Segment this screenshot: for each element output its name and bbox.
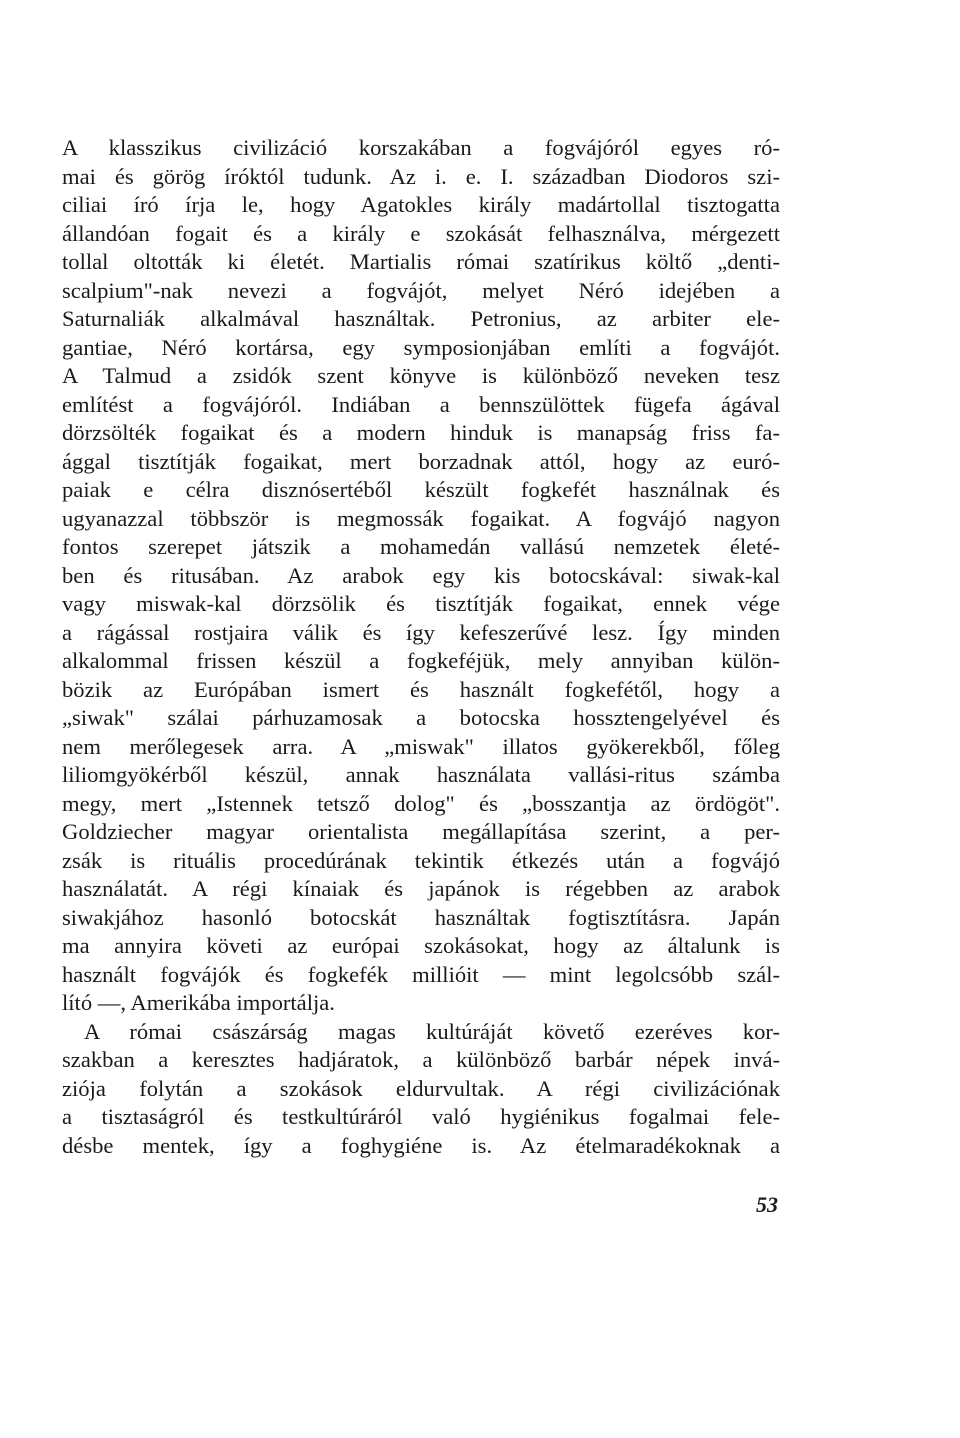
- text-line: Saturnaliák alkalmával használtak. Petronius, az arbiter ele-: [62, 306, 780, 331]
- text-line: A római császárság magas kultúráját követő ezeréves kor-: [84, 1018, 780, 1044]
- text-line: scalpium"-nak nevezi a fogvájót, melyet Néró idejében a: [62, 277, 780, 303]
- text-line: zsák is rituális procedúrának tekintik étkezés után a fogvájó: [62, 847, 780, 873]
- text-line: megy, mert „Istennek tetsző dolog" és „bosszantja az ördögöt".: [62, 790, 780, 816]
- text-line: désbe mentek, így a foghygiéne is. Az ételmaradékoknak a: [62, 1132, 780, 1158]
- text-line: gantiae, Néró kortársa, egy symposionjában említi a fogvájót.: [62, 334, 780, 360]
- text-line: liliomgyökérből készül, annak használata vallási-ritus számba: [62, 762, 780, 787]
- text-line: ben és ritusában. Az arabok egy kis botocskával: siwak-kal: [62, 562, 780, 588]
- text-line: használt fogvájók és fogkefék millióit — mint legolcsóbb szál-: [62, 961, 780, 987]
- text-line: állandóan fogait és a király e szokását felhasználva, mérgezett: [62, 220, 780, 246]
- text-line: említést a fogvájóról. Indiában a bennszülöttek fügefa ágával: [62, 391, 780, 417]
- text-line: siwakjához hasonló botocskát használtak fogtisztításra. Japán: [62, 904, 780, 930]
- text-line: A klasszikus civilizáció korszakában a fogvájóról egyes ró-: [62, 135, 780, 160]
- text-line: használatát. A régi kínaiak és japánok is régebben az arabok: [62, 876, 780, 901]
- text-line: vagy miswak-kal dörzsölik és tisztítják fogaikat, ennek vége: [62, 591, 780, 616]
- text-line: ággal tisztítják fogaikat, mert borzadnak attól, hogy az euró-: [62, 448, 780, 474]
- text-line: szakban a keresztes hadjáratok, a különböző barbár népek invá-: [62, 1047, 780, 1072]
- text-line: ma annyira követi az európai szokásokat, hogy az általunk is: [62, 933, 780, 958]
- page-number: 53: [756, 1192, 778, 1217]
- text-line: lító —, Amerikába importálja.: [62, 990, 335, 1015]
- text-line: paiak e célra disznósertéből készült fogkefét használnak és: [62, 477, 780, 502]
- text-line: dörzsölték fogaikat és a modern hinduk is manapság friss fa-: [62, 420, 780, 445]
- text-line: alkalommal frissen készül a fogkeféjük, mely annyiban külön-: [62, 648, 780, 673]
- text-line: a rágással rostjaira válik és így kefeszerűvé lesz. Így minden: [62, 619, 780, 645]
- text-line: ugyanazzal többször is megmossák fogaikat. A fogvájó nagyon: [62, 505, 780, 531]
- text-line: A Talmud a zsidók szent könyve is különböző neveken tesz: [62, 363, 780, 388]
- text-line: fontos szerepet játszik a mohamedán vallású nemzetek életé-: [62, 534, 780, 559]
- text-line: mai és görög íróktól tudunk. Az i. e. I. században Diodoros szi-: [62, 163, 780, 189]
- body-text: [62, 134, 780, 1160]
- paragraph-1: [62, 134, 780, 1018]
- text-line: bözik az Európában ismert és használt fogkefétől, hogy a: [62, 676, 780, 702]
- text-line: tollal oltották ki életét. Martialis római szatírikus költő „denti-: [62, 249, 780, 274]
- text-line: ciliai író írja le, hogy Agatokles király madártollal tisztogatta: [62, 192, 780, 217]
- text-line: ziója folytán a szokások eldurvultak. A régi civilizációnak: [62, 1075, 780, 1101]
- text-line: a tisztaságról és testkultúráról való hygiénikus fogalmai fele-: [62, 1104, 780, 1129]
- text-line: nem merőlegesek arra. A „miswak" illatos gyökerekből, főleg: [62, 733, 780, 759]
- paragraph-2: [62, 1018, 780, 1161]
- text-line: Goldziecher magyar orientalista megállapítása szerint, a per-: [62, 819, 780, 844]
- text-line: „siwak" szálai párhuzamosak a botocska hossztengelyével és: [62, 705, 780, 730]
